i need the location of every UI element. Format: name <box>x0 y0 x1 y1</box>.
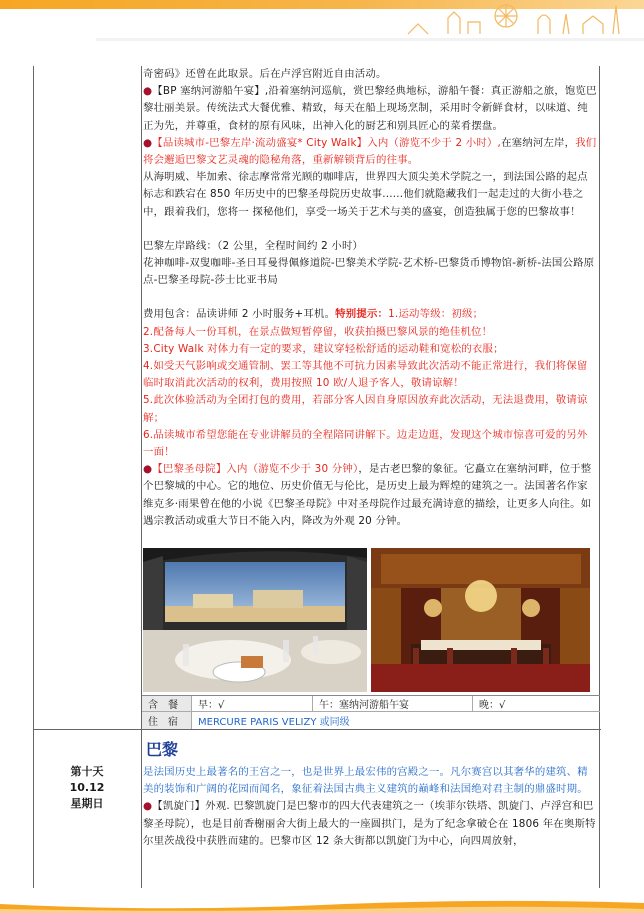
tip-4: 4.如受天气影响或交通管制、罢工等其他不可抗力因素导致此次活动不能正常进行，我们将保留临时取消此次活动的权利，费用按照 10 欧/人退予客人，敬请谅解！ <box>143 360 588 390</box>
arc-title: 【凯旋门】 <box>152 800 206 813</box>
route-text: 花神咖啡-双叟咖啡-圣日耳曼得佩修道院-巴黎美术学院-艺术桥-巴黎货币博物馆-新桥-法国公路原点-巴黎圣母院-莎士比亚书局 <box>143 257 595 287</box>
citywalk-description: 从海明威、毕加索、徐志摩常常光顾的咖啡店，世界四大顶尖美术学院之一，到法国公路的起点标志和跌宕在 850 年历史中的巴黎圣母院历史故事......他们就隐藏我们一起走过的大街小巷之中，跟着我们，您将一 探秘他们，享受一场关于艺术与美的盛宴，创造独属于您的巴黎故事！ <box>143 171 588 218</box>
tip-6: 6.品读城市希望您能在专业讲解员的全程陪同讲解下。边走边逛，发现这个城市惊喜可爱的另外一面！ <box>143 428 588 459</box>
citywalk-location: 在塞纳河左岸， <box>501 136 576 149</box>
arc-paragraph <box>143 798 598 850</box>
arc-text: 外观. 巴黎凯旋门是巴黎市的四大代表建筑之一（埃菲尔铁塔、凯旋门、卢浮宫和巴黎圣母院），也是目前香榭丽舍大街上最大的一座圆拱门，是为了纪念拿破仑在 1806 年在奥斯特尔里茨战役中获胜而建的。巴黎市区 12 条大街都以凯旋门为中心，向四周放射， <box>143 800 596 847</box>
bullet-icon: ● <box>143 85 153 98</box>
bullet-icon: ● <box>143 463 153 476</box>
cruise-paragraph <box>143 83 598 135</box>
day-number: 第十天 <box>70 765 104 778</box>
tip-1: 1.运动等级：初级； <box>388 308 484 321</box>
footer-stripe <box>0 898 644 913</box>
fee-label: 费用包含：品读讲师 2 小时服务+耳机。 <box>143 308 336 321</box>
day10-label <box>33 764 141 812</box>
intro-line: 奇密码》还曾在此取景。后在卢浮宫附近自由活动。 <box>143 68 387 80</box>
citywalk-title: 【品读城市-巴黎左岸·流动盛宴* City Walk】 <box>152 136 368 149</box>
citywalk-paragraph <box>143 135 598 169</box>
versailles-intro: 是法国历史上最著名的王宫之一，也是世界上最宏伟的宫殿之一。凡尔赛宫以其奢华的建筑、精美的装饰和广阔的花园而闻名，象征着法国古典主义建筑的巅峰和法国绝对君主制的鼎盛时期。 <box>143 766 588 796</box>
notre-dame-duration: 入内（游览不少于 30 分钟） <box>226 463 359 476</box>
tip-5: 5.此次体验活动为全团打包的费用，若部分客人因自身原因放弃此次活动，无法退费用，敬请谅解； <box>143 394 588 424</box>
page-header-banner <box>0 0 644 46</box>
notre-dame-text: ，是古老巴黎的象征。它矗立在塞纳河畔，位于整个巴黎城的中心。它的地位、历史价值无与伦比，是历史上最为辉煌的建筑之一。法国著名作家维克多·雨果曾在他的小说《巴黎圣母院》中对圣母院作过最充满诗意的描绘，让更多人向往。如遇宗教活动或重大节日不能入内，降改为外观 20 分钟。 <box>143 463 592 527</box>
hotel-row <box>142 711 600 729</box>
notre-dame-paragraph <box>143 461 598 530</box>
route-label: 巴黎左岸路线：（2 公里，全程时间约 2 小时） <box>143 239 364 252</box>
hotel-label: 住 宿 <box>142 712 192 729</box>
day9-afternoon-content <box>143 66 598 530</box>
meals-row <box>142 695 600 711</box>
day-weekday: 星期日 <box>70 797 104 810</box>
tip-3: 3.City Walk 对体力有一定的要求，建议穿轻松舒适的运动鞋和宽松的衣服； <box>143 342 504 355</box>
bullet-icon: ● <box>143 136 153 149</box>
city-skyline-icon <box>388 2 638 36</box>
river-cruise-dining-photo <box>143 548 367 692</box>
city-title: 巴黎 <box>146 740 179 759</box>
bullet-icon: ● <box>143 800 153 813</box>
day-separator <box>33 729 601 730</box>
breakfast-cell: 早：√ <box>192 696 313 711</box>
cruise-text: ,沿着塞纳河巡航，赏巴黎经典地标，游船午餐：真正游船之旅，饱览巴黎壮丽美景。传统法式大餐优雅、精致，每天在船上现场烹制，采用时令新鲜食材，以味道、纯正为先，并尊重，食材的原有风味，出神入化的厨艺和别具匠心的菜肴摆盘。 <box>143 85 597 132</box>
header-divider <box>96 38 644 41</box>
fee-line <box>143 306 598 323</box>
hotel-name: MERCURE PARIS VELIZY 或同级 <box>198 717 350 728</box>
meals-label: 含 餐 <box>142 696 192 711</box>
photo-strip <box>143 548 598 694</box>
citywalk-duration: 入内（游览不少于 2 小时）, <box>367 136 502 149</box>
tips-label: 特别提示： <box>335 308 389 321</box>
day10-content <box>143 764 598 850</box>
lunch-cell: 午：塞纳河游船午宴 <box>313 696 473 711</box>
cruise-title: 【BP 塞纳河游船午宴】 <box>152 85 265 98</box>
notre-dame-title: 【巴黎圣母院】 <box>152 463 227 476</box>
day-date: 10.12 <box>69 781 105 794</box>
grand-dining-hall-photo <box>371 548 590 692</box>
citywalk-highlight: 我们将会邂逅巴黎文艺灵魂的隐秘角落，重新解锁背后的往事。 <box>143 136 597 167</box>
dinner-cell: 晚：√ <box>479 700 506 711</box>
tip-2: 2.配备每人一份耳机，在景点做短暂停留，收获拍摄巴黎风景的绝佳机位！ <box>143 325 493 338</box>
